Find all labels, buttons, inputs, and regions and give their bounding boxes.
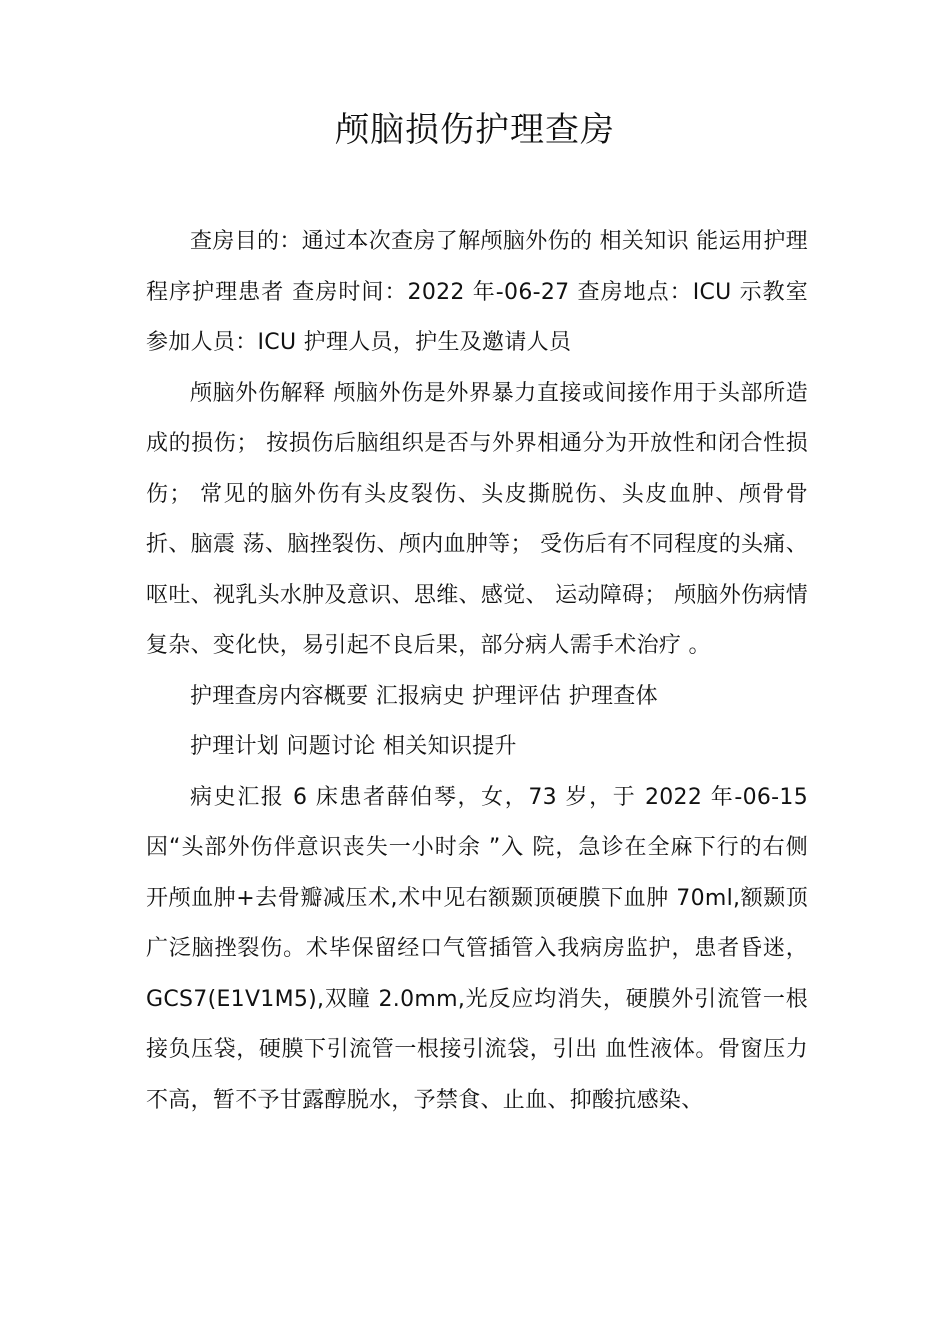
paragraph-outline-1: 护理查房内容概要 汇报病史 护理评估 护理查体 bbox=[190, 683, 658, 709]
paragraph-history: 病史汇报 6 床患者薛伯琴，女，73 岁，于 2022 年-06-15 因“头部外伤伴意识丧失一小时余 ”入 院，急诊在全麻下行的右侧开颅血肿+去骨瓣减压术,术中见右额颞顶硬膜下血肿 70ml,额颞顶广泛脑挫裂伤。术毕保留经口气管插管入我病房监护，患者昏迷，GCS7(E1V1M5),双瞳 2.0mm,光反应均消失，硬膜外引流管一根接负压袋，硬膜下引流管一根接引流袋，引出 血性液体。骨窗压力不高，暂不予甘露醇脱水，予禁食、止血、抑酸抗感染、 bbox=[146, 784, 808, 1113]
paragraph-explanation: 颅脑外伤解释 颅脑外伤是外界暴力直接或间接作用于头部所造成的损伤； 按损伤后脑组织是否与外界相通分为开放性和闭合性损伤； 常见的脑外伤有头皮裂伤、头皮撕脱伤、头皮血肿、颅骨骨折、脑震 荡、脑挫裂伤、颅内血肿等； 受伤后有不同程度的头痛、呕吐、视乳头水肿及意识、思维、感觉、 运动障碍； 颅脑外伤病情复杂、变化快，易引起不良后果，部分病人需手术治疗 。 bbox=[146, 380, 808, 658]
document-title: 颅脑损伤护理查房 bbox=[335, 110, 615, 150]
paragraph-purpose: 查房目的：通过本次查房了解颅脑外伤的 相关知识 能运用护理程序护理患者 查房时间：2022 年-06-27 查房地点：ICU 示教室 参加人员：ICU 护理人员，护生及邀请人员 bbox=[146, 229, 808, 355]
paragraph-outline-2: 护理计划 问题讨论 相关知识提升 bbox=[190, 734, 517, 759]
document-body bbox=[146, 217, 808, 1126]
